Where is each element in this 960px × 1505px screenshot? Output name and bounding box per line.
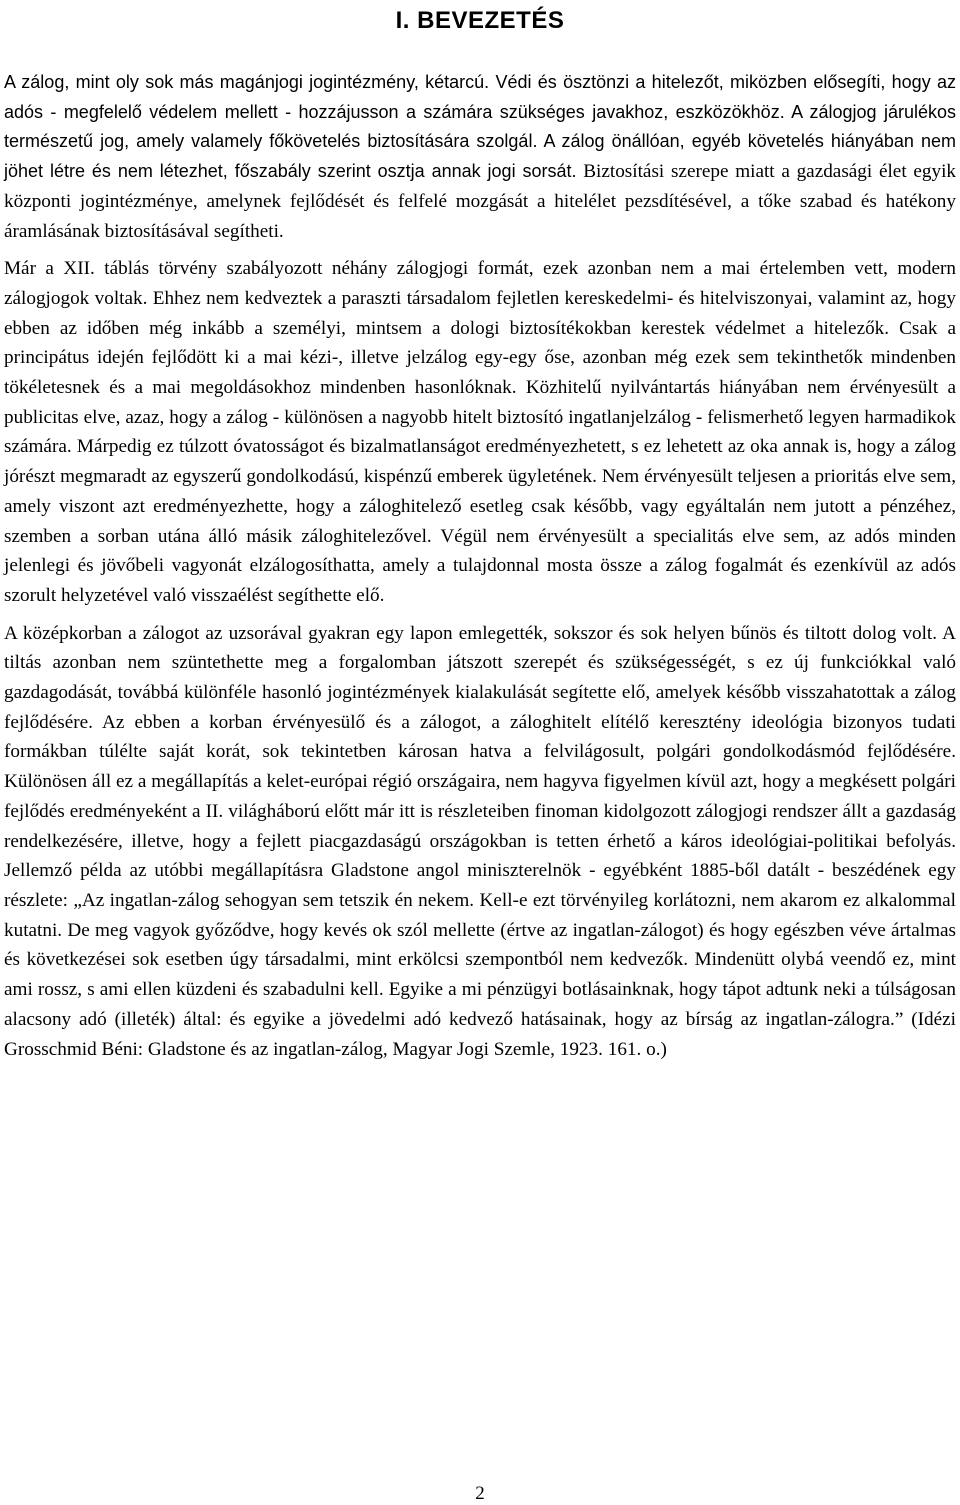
page-number: 2 — [475, 1483, 485, 1504]
page-title: I. BEVEZETÉS — [395, 7, 565, 34]
paragraph-intro — [4, 68, 956, 246]
paragraph-intro-serif-text: Biztosítási szerepe miatt a gazdasági élet egyik központi jogintézménye, amelynek fejlődését és felfelé mozgását a hitelélet pezsdítésével, a tőke szabad és hatékony áramlásának biztosításával segítheti. — [4, 161, 956, 242]
paragraph-middle-ages: A középkorban a zálogot az uzsorával gyakran egy lapon emlegették, sokszor és sok helyen bűnös és tiltott dolog volt. A tiltás azonban nem szüntethette meg a forgalomban játszott szerepét és szükségességét, s ez új funkciókkal való gazdagodását, továbbá különféle hasonló jogintézmények kialakulását segítette elő, amelyek később visszahatottak a zálog fejlődésére. Az ebben a korban érvényesülő és a zálogot, a záloghitelt elítélő keresztény ideológia bizonyos tudati formákban túlélte saját korát, sok tekintetben károsan hatva a felvilágosult, polgári gondolkodásmód fejlődésére. Különösen áll ez a megállapítás a kelet-európai régió országaira, nem hagyva figyelmen kívül azt, hogy a megkésett polgári fejlődés eredményeként a II. világháború előtt már itt is részleteiben finoman kidolgozott zálogjogi rendszer állt a gazdaság rendelkezésére, illetve, hogy a fejlett piacgazdaságú országokban is tetten érhető a káros ideológiai-politikai befolyás. Jellemző példa az utóbbi megállapításra Gladstone angol miniszterelnök - egyébként 1885-ből datált - beszédének egy részlete: „Az ingatlan-zálog sehogyan sem tetszik én nekem. Kell-e ezt törvényileg korlátozni, nem akarom ez alkalommal kutatni. De meg vagyok győződve, hogy kevés ok szól mellette (értve az ingatlan-zálogot) és hogy egészben véve ártalmas és következései sok esetben úgy társadalmi, mint erkölcsi szempontból nem kedvezők. Mindenütt olybá veendő ez, mint ami rossz, s ami ellen küzdeni és szabadulni kell. Egyike a mi pénzügyi botlásainknak, hogy tápot adtunk neki a túlságosan alacsony adó (illeték) által: és egyike a jövedelmi adó kedvező hatásainak, hogy az bírság az ingatlan-zálogra.” (Idézi Grosschmid Béni: Gladstone és az ingatlan-zálog, Magyar Jogi Szemle, 1923. 161. o.) — [4, 622, 956, 1060]
paragraph-roman-law: Már a XII. táblás törvény szabályozott néhány zálogjogi formát, ezek azonban nem a mai értelemben vett, modern zálogjogok voltak. Ehhez nem kedveztek a paraszti társadalom fejletlen kereskedelmi- és hitelviszonyai, valamint az, hogy ebben az időben még inkább a személyi, mintsem a dologi biztosítékokban kerestek védelmet a hitelezők. Csak a principátus idején fejlődött ki a mai kézi-, illetve jelzálog egy-egy őse, azonban még ezek sem tekinthetők mindenben tökéletesnek és a mai megoldásokhoz mindenben hasonlóknak. Közhitelű nyilvántartás hiányában nem érvényesült a publicitas elve, azaz, hogy a zálog - különösen a nagyobb hitelt biztosító ingatlanjelzálog - felismerhető legyen harmadikok számára. Márpedig ez túlzott óvatosságot és bizalmatlanságot eredményezhetett, s ez lehetett az oka annak is, hogy a zálog jórészt megmaradt az egyszerű gondolkodású, kispénzű emberek ügyletének. Nem érvényesült teljesen a prioritás elve sem, amely viszont azt eredményezhette, hogy a záloghitelező esetleg csak később, vagy egyáltalán nem jutott a pénzéhez, szemben a sorban utána álló másik záloghitelezővel. Végül nem érvényesült a specialitás elve sem, az adós minden jelenlegi és jövőbeli vagyonát elzálogosíthatta, amely a tulajdonnal mosta össze a zálog fogalmát és ezenkívül az adós szorult helyzetével való visszaélést segíthette elő. — [4, 258, 956, 606]
document-page — [4, 0, 956, 1064]
paragraph-intro-sans-text: A zálog, mint oly sok más magánjogi jogintézmény, kétarcú. Védi és ösztönzi a hitelezőt, miközben elősegíti, hogy az adós - megfelelő védelem mellett - hozzájusson a számára szükséges javakhoz, eszközökhöz. A zálogjog járulékos természetű jog, amely valamely főkövetelés biztosítására szolgál. A zálog önállóan, egyéb követelés hiányában nem jöhet létre és nem létezhet, főszabály szerint osztja annak jogi sorsát. — [4, 72, 956, 182]
